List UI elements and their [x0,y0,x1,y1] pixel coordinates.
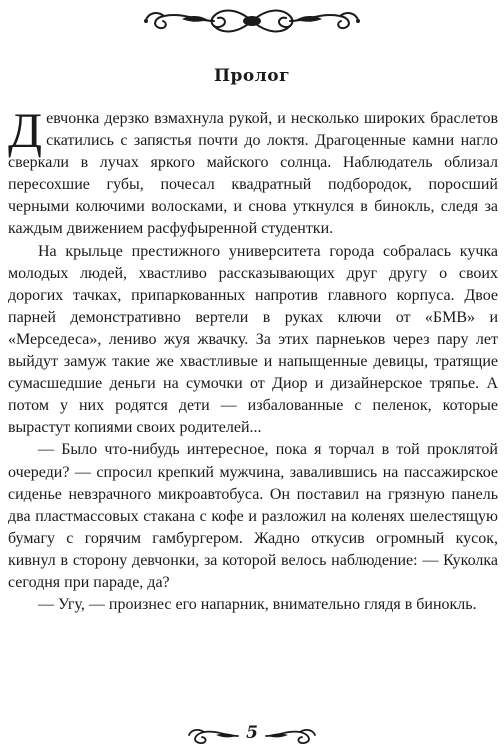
page-footer [0,722,504,748]
footer-left-ornament-icon [186,726,240,746]
drop-cap: Д [8,102,43,158]
footer-right-ornament-icon [264,726,318,746]
paragraph-1 [8,102,498,241]
chapter-title: Пролог [213,66,291,86]
paragraph-4: — Угу, — произнес его напарник, внимательно глядя в бинокль. [38,596,477,614]
paragraph-1-text: евчонка дерзко взмахнула рукой, и несколько широких браслетов скатились с запястья почти до локтя. Драгоценные камни нагло сверкали в лучах яркого майского солнца. Наблюдатель облизал пересохшие губы, почесал квадратный подбородок, поросший черными колючими волосками, и снова уткнулся в бинокль, следя за каждым движением расфуфыренной студентки. [8,110,498,238]
paragraph-3: — Было что-нибудь интересное, пока я торчал в той проклятой очереди? — спросил крепкий мужчина, завалившись на пассажирское сиденье невзрачного микроавтобуса. Он поставил на грязную панель два пластмассовых стакана с кофе и разложил на коленях шелестящую бумагу с горячим гамбургером. Жадно откусив огромный кусок, кивнул в сторону девчонки, за которой велось наблюдение: — Куколка сегодня при параде, да? [8,441,498,591]
page-number: 5 [246,723,258,743]
body-text [8,102,498,616]
top-ornament-icon [142,6,362,36]
paragraph-2: На крыльце престижного университета города собралась кучка молодых людей, хвастливо рассказывающих друг другу о своих дорогих тачках, припаркованных напротив главного корпуса. Двое парней демонстративно вертели в руках ключи от «БМВ» и «Мерседеса», лениво жуя жвачку. За этих парнеьков через пару лет выйдут замуж такие же хвастливые и напыщенные девицы, тратящие сумасшедшие деньги на сумочки от Диор и дизайнерское тряпье. А потом у них родятся дети — избалованные с пеленок, которые вырастут копиями своих родителей... [8,242,498,437]
